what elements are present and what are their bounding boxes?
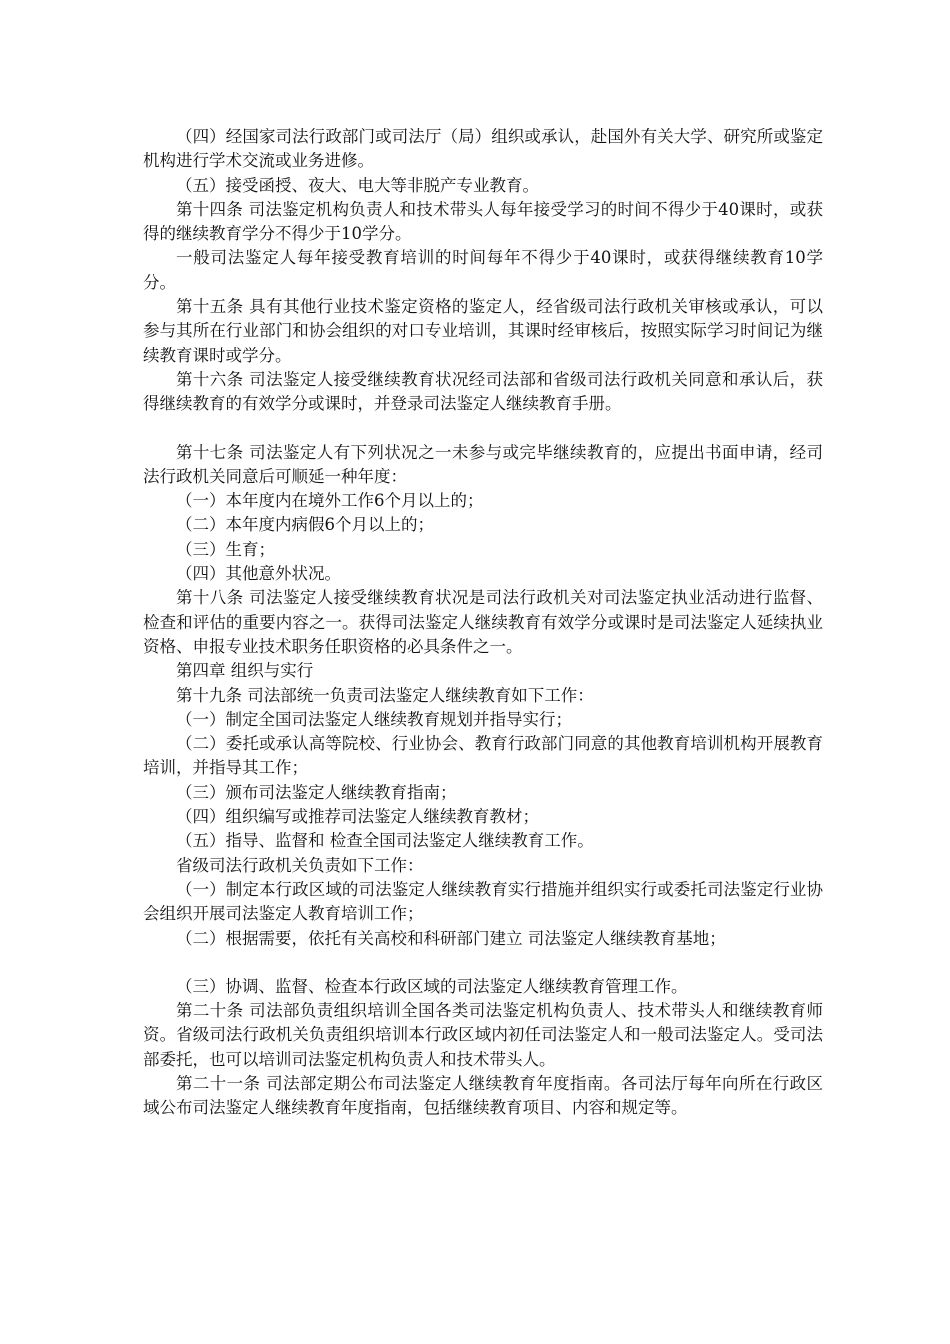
article-20: 第二十条 司法部负责组织培训全国各类司法鉴定机构负责人、技术带头人和继续教育师资。省级司法行政机关负责组织培训本行政区域内初任司法鉴定人和一般司法鉴定人。受司法部委托，也可以培训司法鉴定机构负责人和技术带头人。 (143, 1001, 823, 1069)
list-item: （三）生育； (176, 539, 275, 559)
paragraph: （五）接受函授、夜大、电大等非脱产专业教育。 (176, 175, 539, 195)
list-item: （三）颁布司法鉴定人继续教育指南； (176, 782, 457, 802)
list-item: （二）根据需要，依托有关高校和科研部门建立 司法鉴定人继续教育基地； (176, 928, 726, 948)
list-item: （一）制定本行政区域的司法鉴定人继续教育实行措施并组织实行或委托司法鉴定行业协会组织开展司法鉴定人教育培训工作； (143, 879, 823, 924)
list-item: （四）组织编写或推荐司法鉴定人继续教育教材； (176, 807, 539, 827)
paragraph: 一般司法鉴定人每年接受教育培训的时间每年不得少于40课时，或获得继续教育10学分。 (143, 248, 823, 292)
article-14: 第十四条 司法鉴定机构负责人和技术带头人每年接受学习的时间不得少于40课时，或获得的继续教育学分不得少于10学分。 (143, 199, 823, 244)
list-item: （二）本年度内病假6个月以上的； (176, 515, 434, 535)
list-item: （三）协调、监督、检查本行政区域的司法鉴定人继续教育管理工作。 (176, 976, 688, 996)
article-17: 第十七条 司法鉴定人有下列状况之一未参与或完毕继续教育的，应提出书面申请，经司法行政机关同意后可顺延一种年度： (143, 442, 823, 486)
chapter-heading: 第四章 组织与实行 (176, 661, 314, 681)
list-item: （一）制定全国司法鉴定人继续教育规划并指导实行； (176, 709, 572, 729)
article-15: 第十五条 具有其他行业技术鉴定资格的鉴定人，经省级司法行政机关审核或承认，可以参与其所在行业部门和协会组织的对口专业培训，其课时经审核后，按照实际学习时间记为继续教育课时或学分。 (143, 297, 823, 365)
paragraph: 省级司法行政机关负责如下工作： (176, 855, 424, 875)
paragraph: （四）经国家司法行政部门或司法厅（局）组织或承认，赴国外有关大学、研究所或鉴定机构进行学术交流或业务进修。 (143, 127, 823, 171)
list-item: （四）其他意外状况。 (176, 564, 341, 584)
article-21: 第二十一条 司法部定期公布司法鉴定人继续教育年度指南。各司法厅每年向所在行政区域公布司法鉴定人继续教育年度指南，包括继续教育项目、内容和规定等。 (143, 1073, 823, 1118)
article-19: 第十九条 司法部统一负责司法鉴定人继续教育如下工作： (176, 685, 594, 705)
list-item: （一）本年度内在境外工作6个月以上的； (176, 491, 484, 511)
list-item: （二）委托或承认高等院校、行业协会、教育行政部门同意的其他教育培训机构开展教育培训，并指导其工作； (143, 734, 823, 778)
document-body (143, 125, 823, 1121)
article-18: 第十八条 司法鉴定人接受继续教育状况是司法行政机关对司法鉴定执业活动进行监督、检查和评估的重要内容之一。获得司法鉴定人继续教育有效学分或课时是司法鉴定人延续执业资格、申报专业技术职务任职资格的必具条件之一。 (143, 588, 823, 656)
article-16: 第十六条 司法鉴定人接受继续教育状况经司法部和省级司法行政机关同意和承认后，获得继续教育的有效学分或课时，并登录司法鉴定人继续教育手册。 (143, 369, 823, 414)
list-item: （五）指导、监督和 检查全国司法鉴定人继续教育工作。 (176, 831, 594, 851)
